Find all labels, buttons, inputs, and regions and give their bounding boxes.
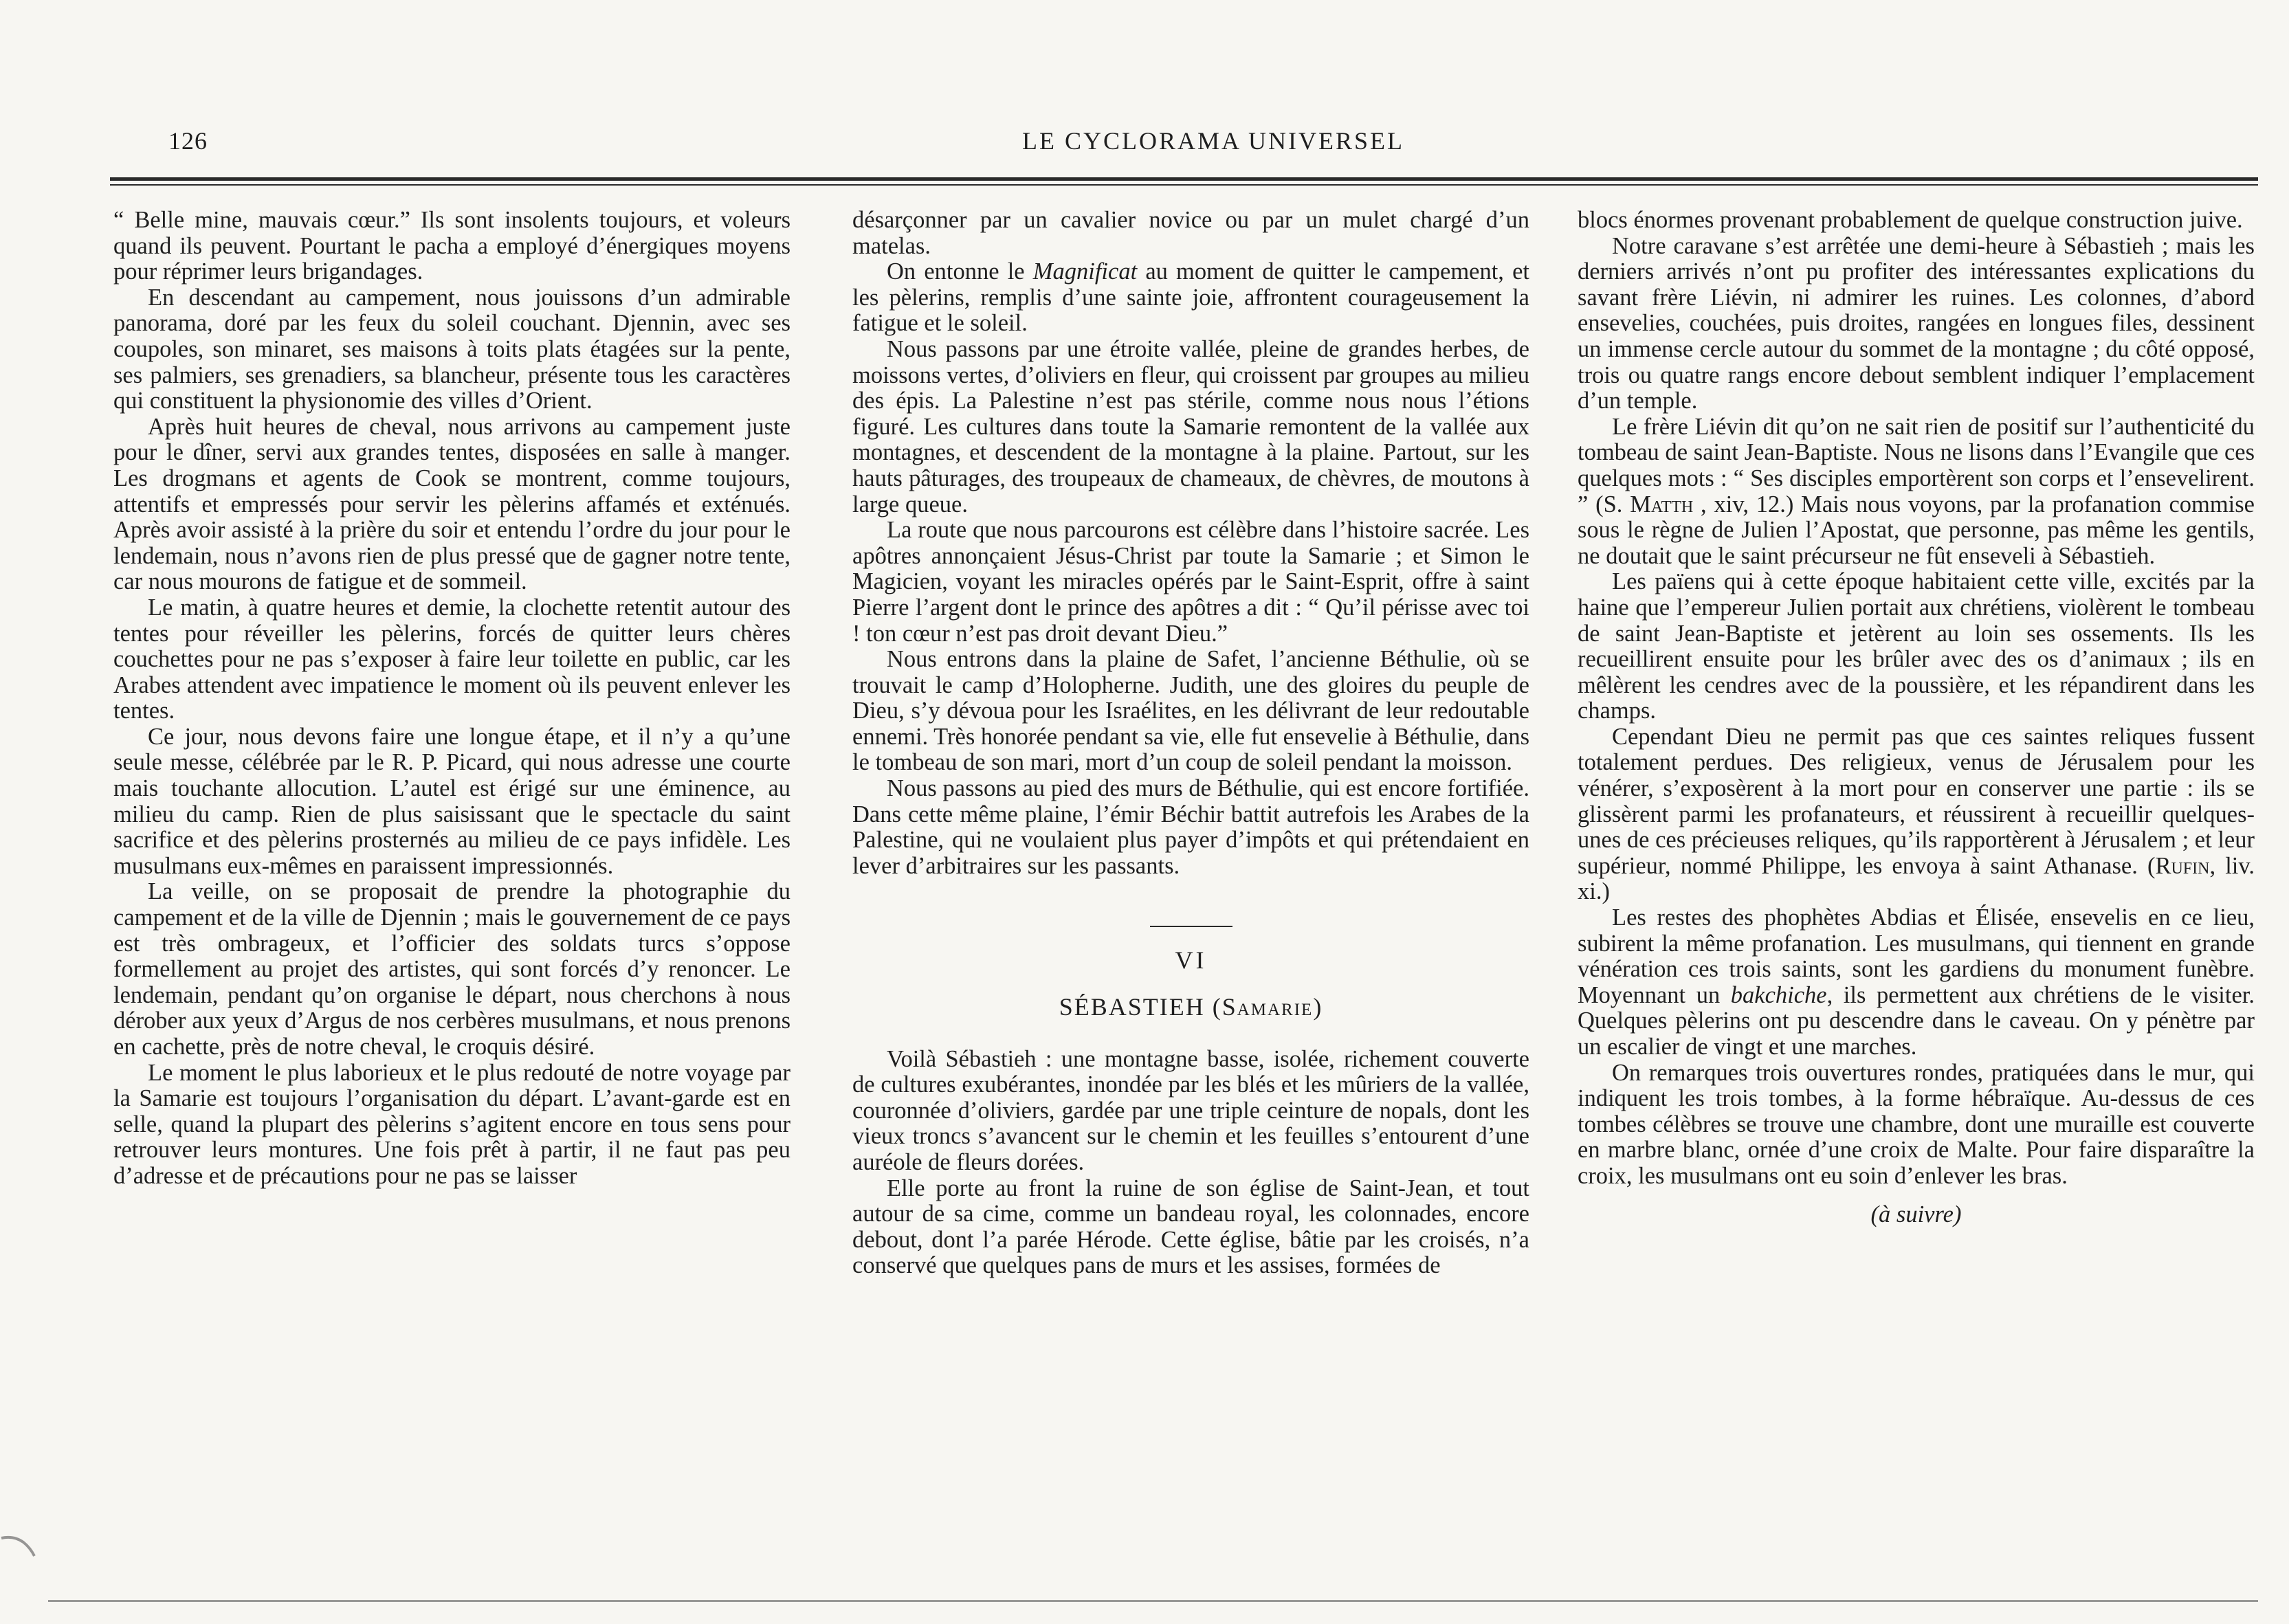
paragraph: Elle porte au front la ruine de son église de Saint-Jean, et tout autour de sa cime, comme un bandeau royal, les colonnades, encore debout, dont l’a parée Hérode. Cette église, bâtie par les croisés, n’a conservé que quelques pans de murs et les assises, formées de (852, 1175, 1529, 1279)
column-2 (852, 208, 1529, 1279)
paragraph: “ Belle mine, mauvais cœur.” Ils sont insolents toujours, et voleurs quand ils peuvent. Pourtant le pacha a employé d’énergiques moyens pour réprimer leurs brigandages. (113, 207, 790, 285)
section-title: SÉBASTIEH (1059, 993, 1205, 1021)
column-3 (1578, 208, 2255, 1227)
text-run: , liv. xi.) (1578, 852, 2255, 905)
paragraph: désarçonner par un cavalier novice ou par un mulet chargé d’un matelas. (852, 207, 1529, 259)
paragraph: Ce jour, nous devons faire une longue étape, et il n’y a qu’une seule messe, célébrée par le R. P. Picard, qui nous adresse une courte mais touchante allocution. L’autel est érigé sur une éminence, au milieu du camp. Rien de plus saisissant que le spectacle du saint sacrifice et des pèlerins prosternés au milieu de ce pays infidèle. Les musulmans eux-mêmes en paraissent impressionnés. (113, 723, 790, 879)
paragraph (1578, 724, 2255, 905)
text-run: On entonne le (887, 258, 1033, 285)
paragraph: blocs énormes provenant probablement de quelque construction juive. (1578, 207, 2243, 233)
citation-author: Rufin (2155, 852, 2210, 879)
paragraph: Nous passons au pied des murs de Béthulie, qui est encore fortifiée. Dans cette même plaine, l’émir Béchir battit autrefois les Arabes de la Palestine, qui ne voulaient plus payer d’impôts et qui prétendaient en lever d’arbitraires sur les passants. (852, 775, 1529, 879)
italic-term: bakchiche (1730, 981, 1827, 1008)
page-number: 126 (168, 127, 208, 155)
citation-author: Matth (1630, 491, 1694, 518)
column-1 (113, 208, 790, 1190)
text-run: , xiv, 12.) Mais nous voyons, par la profanation commise sous le règne de Julien l’Apostat, que personne, pas même les gentils, ne doutait que le saint précurseur ne fût enseveli à Sébastieh. (1578, 491, 2255, 569)
continuation-note (1578, 1202, 2255, 1228)
text-run: , ils permettent aux chrétiens de le visiter. Quelques pèlerins ont pu descendre dans le caveau. On y pénètre par un escalier de vingt et une marches. (1578, 981, 2255, 1060)
footer-rule (48, 1600, 2258, 1602)
text-run: Le frère Liévin dit qu’on ne sait rien de positif sur l’authenticité du tombeau de saint Jean-Baptiste. Nous ne lisons dans l’Evangile que ces quelques mots : “ Ses disciples emportèrent son corps et l’ensevelirent. ” (S. (1578, 413, 2255, 518)
paragraph (852, 259, 1529, 337)
print-smudge-icon (0, 1533, 41, 1560)
section-number: VI (1175, 946, 1207, 975)
paragraph: Le matin, à quatre heures et demie, la clochette retentit autour des tentes pour réveiller les pèlerins, forcés de quitter leurs chères couchettes pour ne pas s’exposer à faire leur toilette en public, car les Arabes attendent avec impatience le moment où ils peuvent enlever les tentes. (113, 594, 790, 724)
header-rule-thin (110, 184, 2258, 186)
running-title: LE CYCLORAMA UNIVERSEL (1021, 127, 1404, 155)
paragraph: La route que nous parcourons est célèbre dans l’histoire sacrée. Les apôtres annonçaient Jésus-Christ par toute la Samarie ; et Simon le Magicien, voyant les miracles opérés par le Saint-Esprit, offre à saint Pierre l’argent dont le prince des apôtres a dit : “ Qu’il périsse avec toi ! ton cœur n’est pas droit devant Dieu.” (852, 517, 1529, 647)
paragraph (1578, 414, 2255, 570)
paragraph (1578, 905, 2255, 1060)
header-rule (110, 177, 2258, 181)
paragraph: Nous passons par une étroite vallée, pleine de grandes herbes, de moissons vertes, d’oliviers en fleur, qui croissent par groupes au milieu des épis. La Palestine n’est pas stérile, comme nous nous l’étions figuré. Les cultures dans toute la Samarie remontent de la vallée aux montagnes, et descendent de la montagne à la plaine. Partout, sur les hauts pâturages, des troupeaux de chameaux, de chèvres, de moutons à large queue. (852, 335, 1529, 518)
section-heading (852, 994, 1529, 1021)
section-subtitle: (Samarie) (1212, 993, 1323, 1021)
paragraph: On remarques trois ouvertures rondes, pratiquées dans le mur, qui indiquent les trois tombes, à la forme hébraïque. Au-dessus de ces tombes célèbres se trouve une chambre, dont une muraille est couverte en marbre blanc, ornée d’une croix de Malte. Pour faire disparaître la croix, les musulmans ont eu soin d’enlever les bras. (1578, 1059, 2255, 1189)
paragraph: Après huit heures de cheval, nous arrivons au campement juste pour le dîner, servi aux grandes tentes, disposées en salle à manger. Les drogmans et agents de Cook se montrent, comme toujours, attentifs et empressés pour servir les pèlerins affamés et exténués. Après avoir assisté à la prière du soir et entendu l’ordre du jour pour le lendemain, nous n’avons rien de plus pressé que de gagner notre tente, car nous mourons de fatigue et de sommeil. (113, 413, 790, 595)
text-run: Cependant Dieu ne permit pas que ces saintes reliques fussent totalement perdues. Des religieux, venus de Jérusalem pour les vénérer, s’exposèrent à la mort pour en conserver une partie : ils se glissèrent parmi les profanateurs, et réussirent à recueillir quelques-unes de ces précieuses reliques, qu’ils rapportèrent à Jérusalem ; et leur supérieur, nommé Philippe, les envoya à saint Athanase. ( (1578, 723, 2255, 879)
paragraph: Notre caravane s’est arrêtée une demi-heure à Sébastieh ; mais les derniers arrivés n’ont pu profiter des intéressantes explications du savant frère Liévin, ni admirer les ruines. Les colonnes, d’abord ensevelies, couchées, puis droites, rangées en longues files, dessinent un immense cercle autour du sommet de la montagne ; du côté opposé, trois ou quatre rangs encore debout semblent indiquer l’emplacement d’un temple. (1578, 232, 2255, 414)
paragraph: En descendant au campement, nous jouissons d’un admirable panorama, doré par les feux du soleil couchant. Djennin, avec ses coupoles, son minaret, ses maisons à toits plats étagées sur la pente, ses palmiers, ses grenadiers, sa blancheur, présente tous les caractères qui constituent la physionomie des villes d’Orient. (113, 284, 790, 414)
section-divider (1150, 926, 1232, 927)
paragraph: Nous entrons dans la plaine de Safet, l’ancienne Béthulie, où se trouvait le camp d’Holopherne. Judith, une des gloires du peuple de Dieu, s’y dévoua pour les Israélites, en les délivrant de leur redoutable ennemi. Très honorée pendant sa vie, elle fut ensevelie à Béthulie, dans le tombeau de son mari, mort d’un coup de soleil pendant la moisson. (852, 646, 1529, 776)
page-header (168, 122, 2258, 164)
paragraph: Voilà Sébastieh : une montagne basse, isolée, richement couverte de cultures exubérantes, inondée par les blés et les mûriers de la vallée, couronnée d’oliviers, gardée par une triple ceinture de nopals, dont les vieux troncs s’avancent sur le chemin et les feuilles s’entourent d’une auréole de fleurs dorées. (852, 1045, 1529, 1175)
text-run: Les restes des phophètes Abdias et Élisée, ensevelis en ce lieu, subirent la même profanation. Les musulmans, qui tiennent en grande vénération ces trois saints, sont les gardiens du monument funèbre. Moyennant un (1578, 904, 2255, 1008)
paragraph: Les païens qui à cette époque habitaient cette ville, excités par la haine que l’empereur Julien portait aux chrétiens, violèrent le tombeau de saint Jean-Baptiste et jetèrent au loin ses ossements. Ils les recueillirent ensuite pour les brûler avec des os d’animaux ; ils en mêlèrent les cendres avec de la poussière, et les répandirent dans les champs. (1578, 568, 2255, 724)
paragraph: Le moment le plus laborieux et le plus redouté de notre voyage par la Samarie est toujours l’organisation du départ. L’avant-garde est en selle, quand la plupart des pèlerins s’agitent encore en tous sens pour retrouver leurs montures. Une fois prêt à partir, il ne faut pas peu d’adresse et de précautions pour ne pas se laisser (113, 1059, 790, 1189)
italic-term: Magnificat (1032, 258, 1138, 285)
text-run: au moment de quitter le campement, et les pèlerins, remplis d’une sainte joie, affrontent courageusement la fatigue et le soleil. (852, 258, 1529, 337)
to-be-continued: (à suivre) (1870, 1201, 1962, 1227)
paragraph: La veille, on se proposait de prendre la photographie du campement et de la ville de Djennin ; mais le gouvernement de ce pays est très ombrageux, et l’officier des soldats turcs s’oppose formellement au projet des artistes, qui sont forcés d’y renoncer. Le lendemain, pendant qu’on organise le départ, nous cherchons à nous dérober aux yeux d’Argus de nos cerbères musulmans, et nous prenons en cachette, près de notre cheval, le croquis désiré. (113, 878, 790, 1060)
